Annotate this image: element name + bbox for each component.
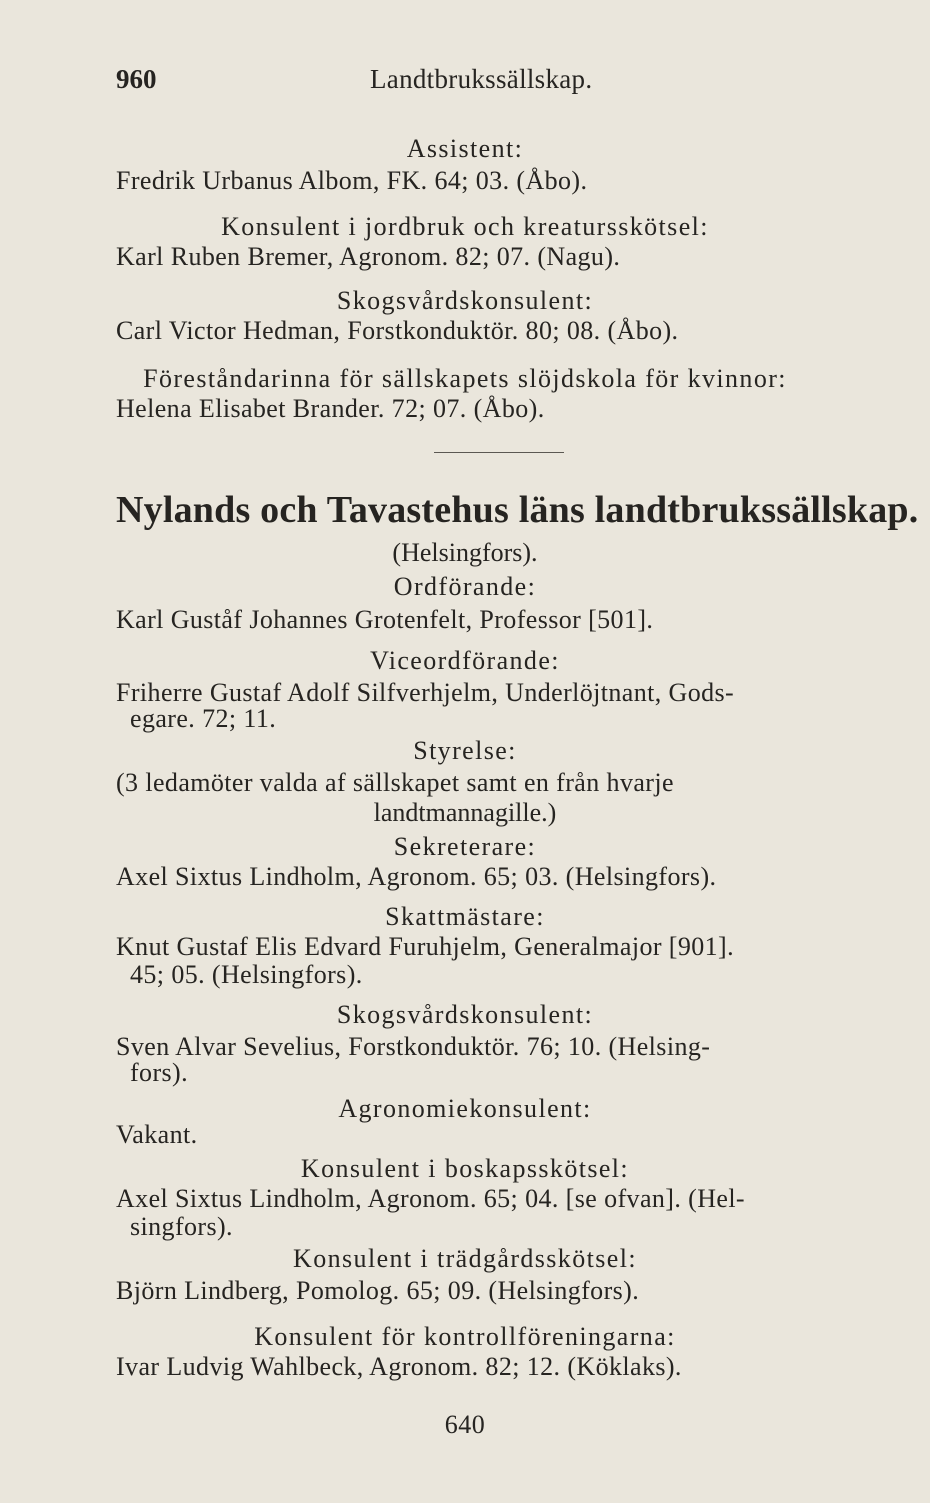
kontroll-entry: Ivar Ludvig Wahlbeck, Agronom. 82; 12. (Köklaks).	[116, 1352, 682, 1381]
forestandarinna-entry: Helena Elisabet Brander. 72; 07. (Åbo).	[116, 394, 545, 423]
tradgard-entry: Björn Lindberg, Pomolog. 65; 09. (Helsingfors).	[116, 1276, 640, 1305]
ordforande-entry: Karl Guståf Johannes Grotenfelt, Professor [501].	[116, 605, 654, 634]
boskap-heading: Konsulent i boskapsskötsel:	[300, 1154, 630, 1183]
skogsvard-entry: Carl Victor Hedman, Forstkonduktör. 80; 08. (Åbo).	[116, 316, 679, 345]
skogsvard-heading: Skogsvårdskonsulent:	[336, 286, 594, 315]
assistent-entry: Fredrik Urbanus Albom, FK. 64; 03. (Åbo).	[116, 166, 588, 195]
section-divider	[434, 452, 564, 453]
skattmastare-entry: Knut Gustaf Elis Edvard Furuhjelm, Generalmajor [901].	[116, 932, 735, 961]
boskap-entry-cont: singfors).	[130, 1212, 233, 1241]
konsulent-entry: Karl Ruben Bremer, Agronom. 82; 07. (Nagu).	[116, 242, 621, 271]
viceordforande-entry: Friherre Gustaf Adolf Silfverhjelm, Underlöjtnant, Gods-	[116, 678, 735, 707]
assistent-heading: Assistent:	[406, 134, 524, 163]
konsulent-heading: Konsulent i jordbruk och kreatursskötsel:	[221, 212, 709, 241]
skogsvardskonsulent-entry-cont: fors).	[130, 1058, 188, 1087]
page-header	[116, 64, 890, 108]
section-title: Nylands och Tavastehus läns landtbrukssällskap.	[116, 489, 919, 531]
kontroll-heading: Konsulent för kontrollföreningarna:	[254, 1322, 676, 1351]
boskap-entry: Axel Sixtus Lindholm, Agronom. 65; 04. [se ofvan]. (Hel-	[116, 1184, 745, 1213]
ordforande-heading: Ordförande:	[393, 572, 537, 601]
signature-mark: 640	[444, 1410, 486, 1439]
skattmastare-heading: Skattmästare:	[385, 902, 545, 931]
skogsvardskonsulent-heading: Skogsvårdskonsulent:	[336, 1000, 594, 1029]
tradgard-heading: Konsulent i trädgårdsskötsel:	[293, 1244, 637, 1273]
sekreterare-heading: Sekreterare:	[393, 832, 537, 861]
styrelse-entry-cont: landtmannagille.)	[373, 798, 557, 827]
skattmastare-entry-cont: 45; 05. (Helsingfors).	[130, 960, 363, 989]
page-number: 960	[116, 64, 157, 94]
skogsvardskonsulent-entry: Sven Alvar Sevelius, Forstkonduktör. 76; 10. (Helsing-	[116, 1032, 711, 1061]
running-title: Landtbrukssällskap.	[370, 64, 593, 94]
viceordforande-heading: Viceordförande:	[370, 646, 560, 675]
section-location: (Helsingfors).	[392, 538, 538, 567]
styrelse-entry: (3 ledamöter valda af sällskapet samt en från hvarje	[116, 768, 674, 797]
agronomiekonsulent-heading: Agronomiekonsulent:	[338, 1094, 592, 1123]
viceordforande-entry-cont: egare. 72; 11.	[130, 704, 277, 733]
agronomiekonsulent-entry: Vakant.	[116, 1120, 198, 1149]
sekreterare-entry: Axel Sixtus Lindholm, Agronom. 65; 03. (Helsingfors).	[116, 862, 717, 891]
forestandarinna-heading: Föreståndarinna för sällskapets slöjdskola för kvinnor:	[143, 364, 787, 393]
styrelse-heading: Styrelse:	[413, 736, 517, 765]
